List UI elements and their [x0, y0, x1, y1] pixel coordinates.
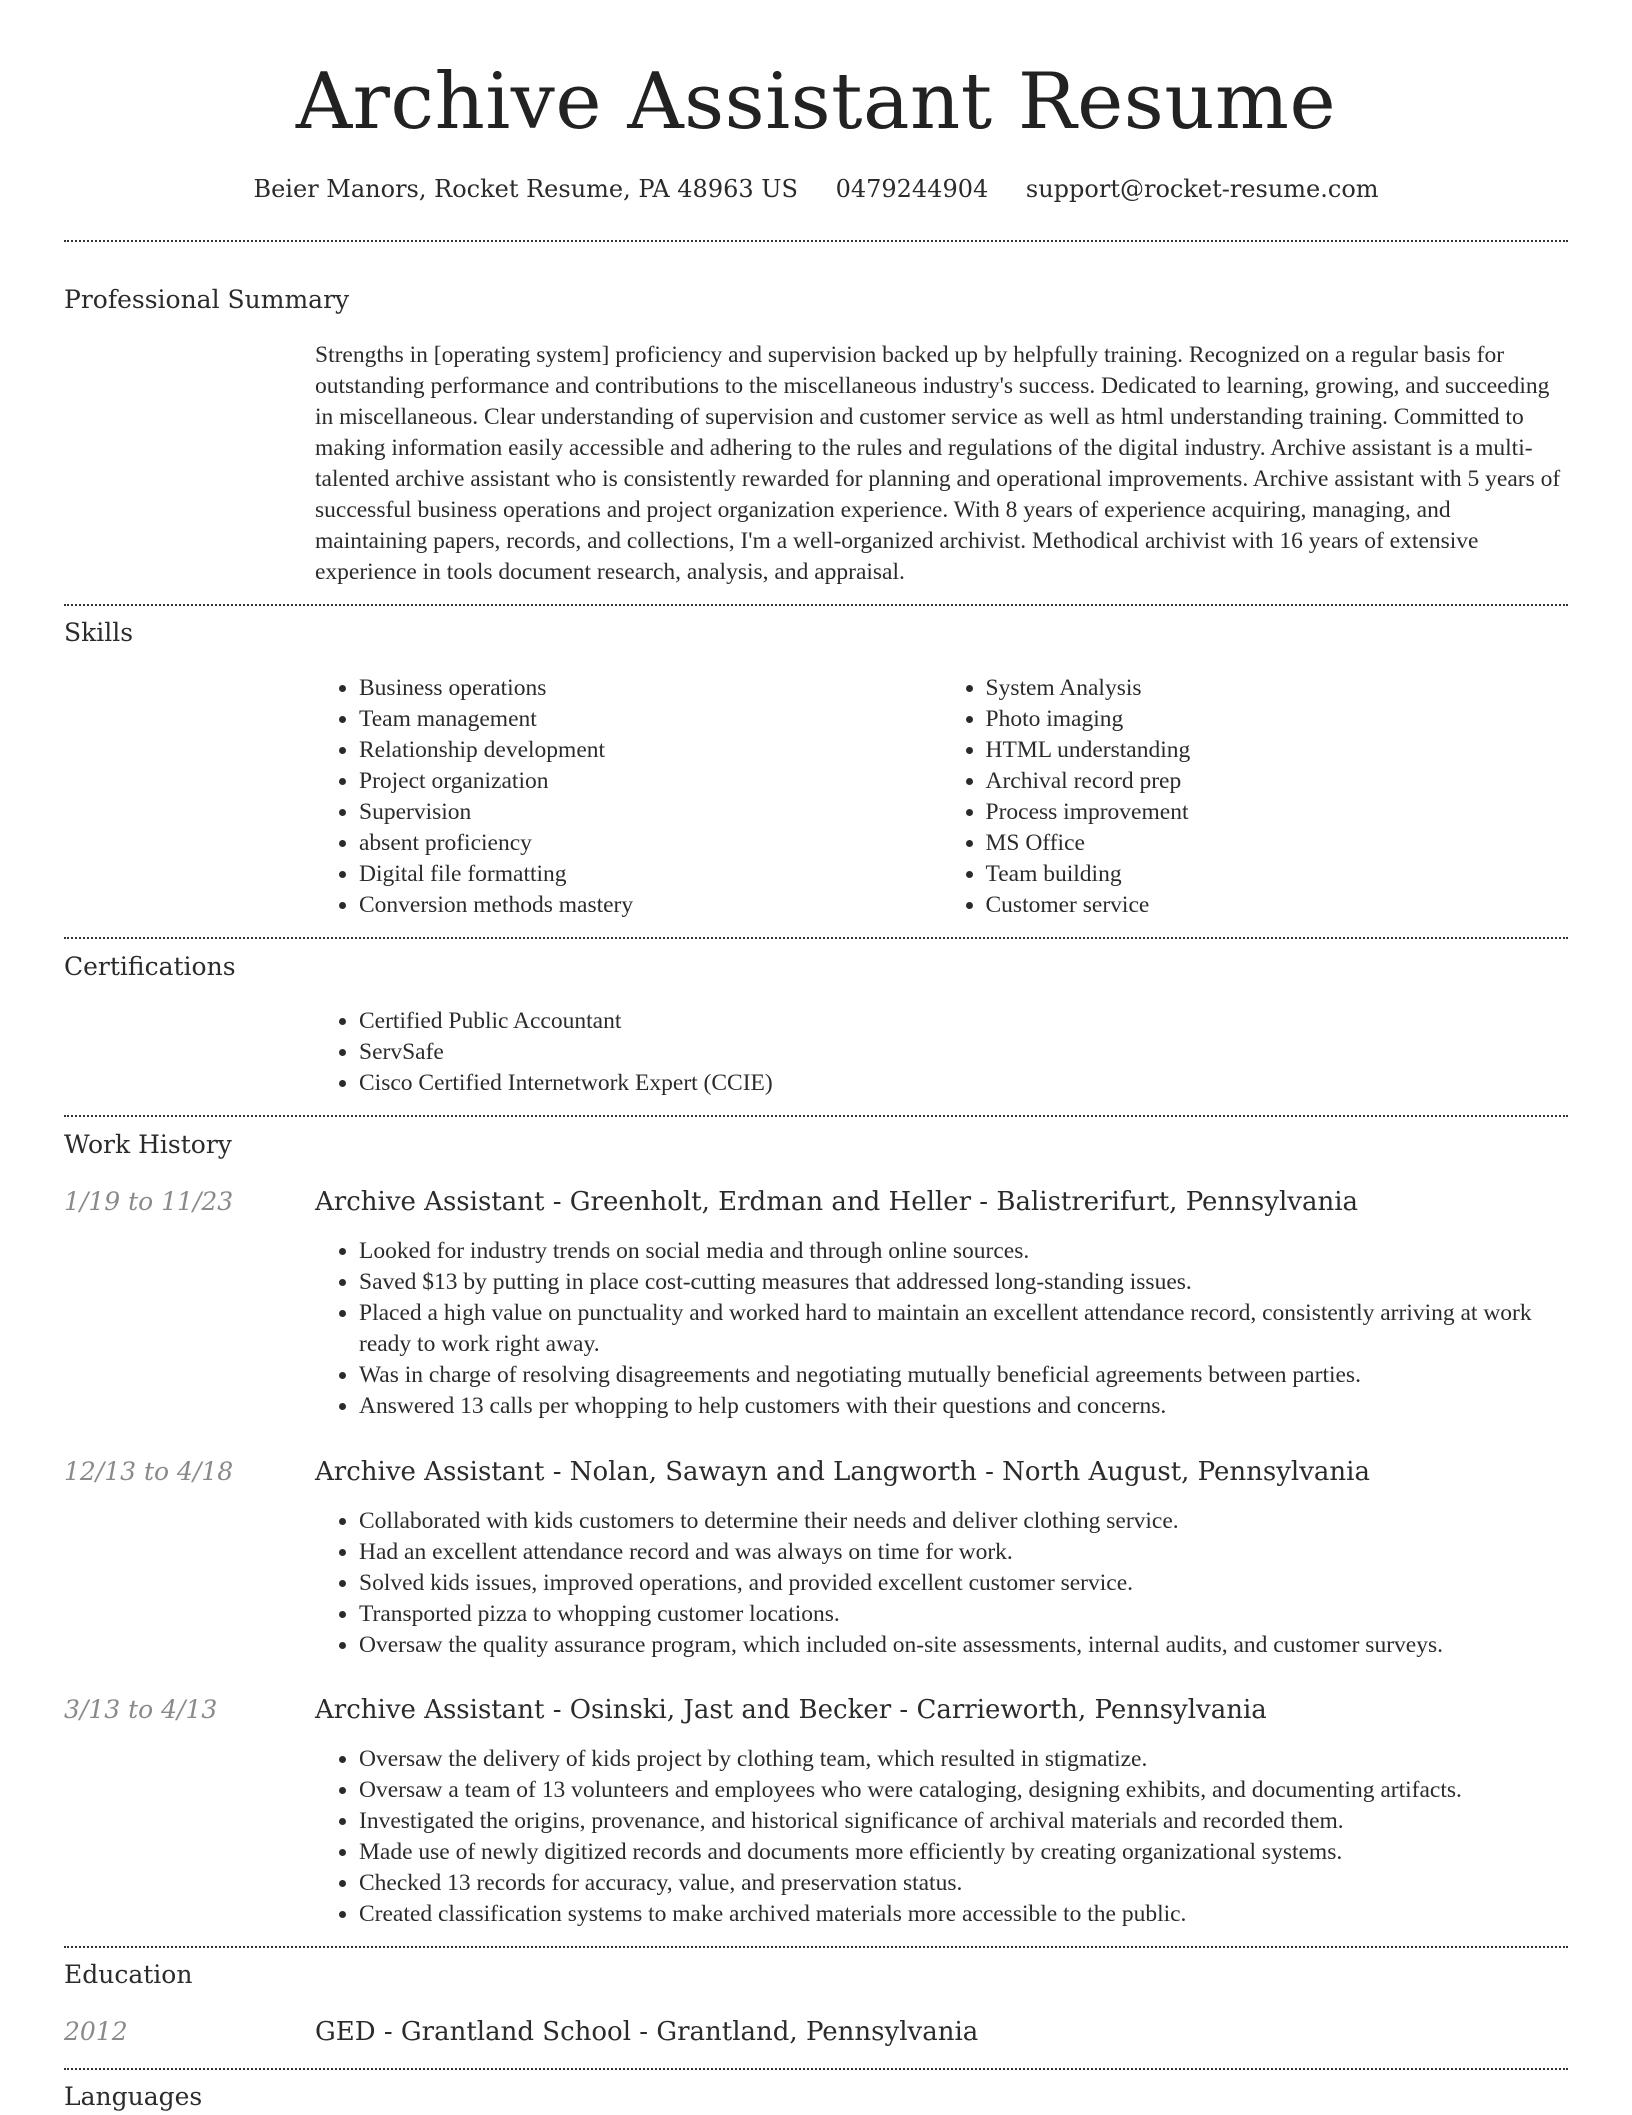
job-title: Archive Assistant - Osinski, Jast and Becker - Carrieworth, Pennsylvania — [315, 1695, 1267, 1725]
job-dates: 3/13 to 4/13 — [64, 1695, 218, 1724]
job-bullet: • Oversaw a team of 13 volunteers and employees who were cataloging, designing exhibits, and documenting artifacts. — [359, 1775, 1568, 1806]
job-bullet: • Transported pizza to whopping customer locations. — [359, 1599, 1568, 1630]
skill-item: • Team management — [359, 704, 942, 735]
certification-item: • Certified Public Accountant — [359, 1006, 1568, 1037]
job-bullet: • Placed a high value on punctuality and worked hard to maintain an excellent attendance record, consistently arriving at work ready to work right away. — [359, 1298, 1568, 1360]
job-bullet: • Made use of newly digitized records and documents more efficiently by creating organizational systems. — [359, 1837, 1568, 1868]
divider — [64, 1946, 1568, 1948]
section-heading-certifications: Certifications — [64, 952, 236, 981]
contact-email[interactable]: support@rocket-resume.com — [1025, 175, 1379, 203]
divider — [64, 240, 1568, 242]
skill-item: • Photo imaging — [986, 704, 1569, 735]
job-bullets — [315, 1506, 1568, 1661]
skill-item: • Process improvement — [986, 797, 1569, 828]
skills-column-left — [315, 673, 942, 921]
section-heading-languages: Languages — [64, 2082, 203, 2111]
divider — [64, 1115, 1568, 1117]
skill-item: • Project organization — [359, 766, 942, 797]
section-heading-education: Education — [64, 1960, 193, 1989]
skill-item: • System Analysis — [986, 673, 1569, 704]
skill-item: • Digital file formatting — [359, 859, 942, 890]
summary-text: Strengths in [operating system] proficiency and supervision backed up by helpfully training. Recognized on a regular basis for outstanding performance and contributions to the miscellaneous industry's success. Dedicated to learning, growing, and succeeding in miscellaneous. Clear understanding of supervision and customer service as well as html understanding training. Committed to making information easily accessible and adhering to the rules and regulations of the digital industry. Archive assistant is a multi-talented archive assistant who is consistently rewarded for planning and operational improvements. Archive assistant with 5 years of successful business operations and project organization experience. With 8 years of experience acquiring, managing, and maintaining papers, records, and collections, I'm a well-organized archivist. Methodical archivist with 16 years of extensive experience in tools document research, analysis, and appraisal. — [315, 342, 1561, 585]
skill-item: • HTML understanding — [986, 735, 1569, 766]
skill-item: • Archival record prep — [986, 766, 1569, 797]
skill-item: • MS Office — [986, 828, 1569, 859]
education-entry: GED - Grantland School - Grantland, Pennsylvania — [315, 2017, 979, 2047]
job-bullet: • Was in charge of resolving disagreements and negotiating mutually beneficial agreements between parties. — [359, 1360, 1568, 1391]
job-dates: 12/13 to 4/18 — [64, 1457, 234, 1486]
section-heading-work-history: Work History — [64, 1130, 232, 1159]
section-heading-summary: Professional Summary — [64, 285, 350, 314]
contact-line — [64, 170, 1568, 208]
job-bullet: • Had an excellent attendance record and was always on time for work. — [359, 1537, 1568, 1568]
skill-item: • absent proficiency — [359, 828, 942, 859]
job-bullet: • Oversaw the delivery of kids project by clothing team, which resulted in stigmatize. — [359, 1744, 1568, 1775]
job-bullet: • Checked 13 records for accuracy, value, and preservation status. — [359, 1868, 1568, 1899]
job-bullets — [315, 1744, 1568, 1930]
job-bullet: • Answered 13 calls per whopping to help customers with their questions and concerns. — [359, 1391, 1568, 1422]
job-bullet: • Oversaw the quality assurance program, which included on-site assessments, internal audits, and customer surveys. — [359, 1630, 1568, 1661]
skills-list — [315, 673, 1568, 921]
skill-item: • Supervision — [359, 797, 942, 828]
job-bullet: • Looked for industry trends on social media and through online sources. — [359, 1236, 1568, 1267]
job-title: Archive Assistant - Nolan, Sawayn and Langworth - North August, Pennsylvania — [315, 1457, 1370, 1487]
job-bullet: • Saved $13 by putting in place cost-cutting measures that addressed long-standing issues. — [359, 1267, 1568, 1298]
skill-item: • Conversion methods mastery — [359, 890, 942, 921]
skills-column-right — [942, 673, 1569, 921]
job-dates: 1/19 to 11/23 — [64, 1187, 234, 1216]
resume-title: Archive Assistant Resume — [295, 57, 1337, 147]
certification-item: • ServSafe — [359, 1037, 1568, 1068]
job-bullets — [315, 1236, 1568, 1422]
job-bullet: • Collaborated with kids customers to determine their needs and deliver clothing service. — [359, 1506, 1568, 1537]
job-bullet: • Investigated the origins, provenance, and historical significance of archival materials and recorded them. — [359, 1806, 1568, 1837]
job-bullet: • Solved kids issues, improved operations, and provided excellent customer service. — [359, 1568, 1568, 1599]
divider — [64, 937, 1568, 939]
contact-address: Beier Manors, Rocket Resume, PA 48963 US — [253, 175, 798, 203]
divider — [64, 604, 1568, 606]
summary-block — [315, 340, 1568, 588]
certification-item: • Cisco Certified Internetwork Expert (CCIE) — [359, 1068, 1568, 1099]
skill-item: • Team building — [986, 859, 1569, 890]
divider — [64, 2068, 1568, 2070]
section-heading-skills: Skills — [64, 618, 134, 647]
job-bullet: • Created classification systems to make archived materials more accessible to the public. — [359, 1899, 1568, 1930]
skill-item: • Business operations — [359, 673, 942, 704]
education-date: 2012 — [64, 2017, 128, 2046]
skill-item: • Relationship development — [359, 735, 942, 766]
certifications-list — [315, 1006, 1568, 1099]
job-title: Archive Assistant - Greenholt, Erdman and Heller - Balistrerifurt, Pennsylvania — [315, 1187, 1359, 1217]
skill-item: • Customer service — [986, 890, 1569, 921]
contact-phone: 0479244904 — [835, 175, 989, 203]
